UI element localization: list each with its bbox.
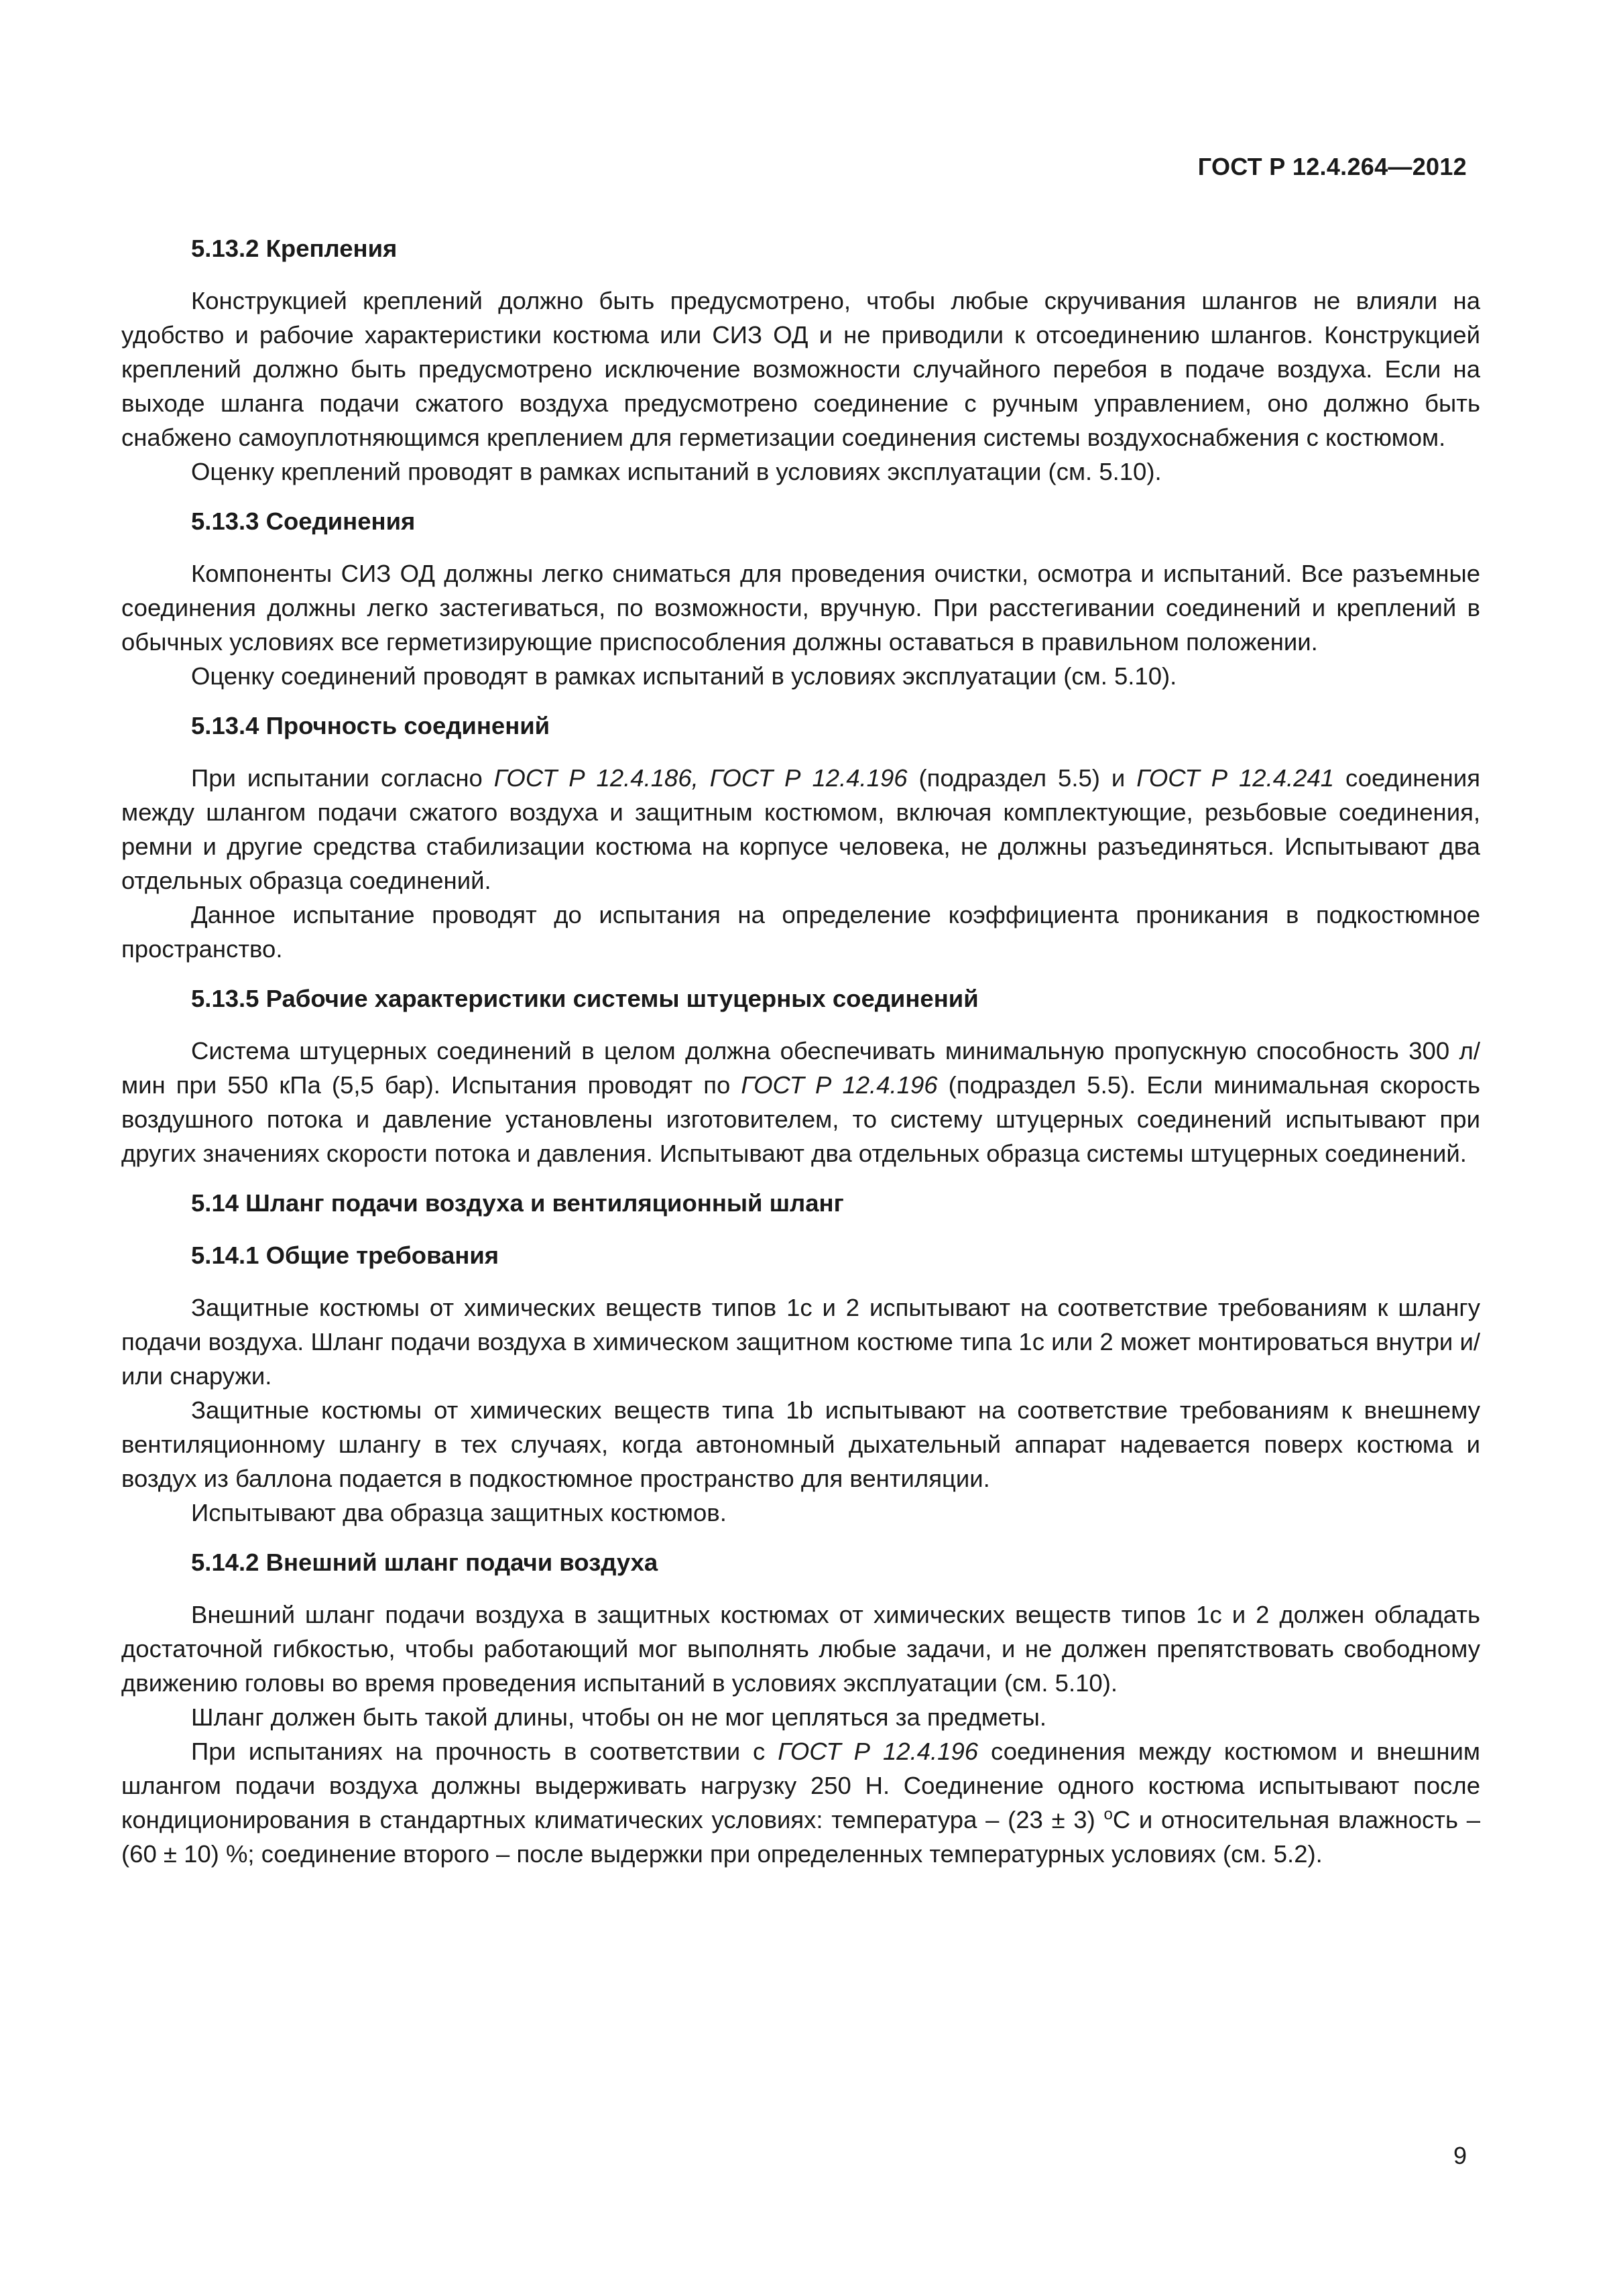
paragraph: Защитные костюмы от химических веществ типа 1b испытывают на соответствие требованиям к внешнему вентиляционному шлангу в тех случаях, когда автономный дыхательный аппарат надевается поверх костюма и воздух из баллона подается в подкостюмное пространство для вентиляции. [121, 1396, 1480, 1492]
paragraph: Оценку креплений проводят в рамках испытаний в условиях эксплуатации (см. 5.10). [191, 458, 1162, 485]
section-5-13-2 [121, 231, 1480, 489]
document-body [121, 231, 1480, 1886]
paragraph-text: (подраздел 5.5). Если минимальная скорость воздушного потока и давление установлены изготовителем, то систему штуцерных соединений испытывают при других значениях скорости потока и давления. Испытывают два отдельных образца системы штуцерных соединений. [121, 1071, 1480, 1167]
section-5-14 [121, 1186, 1480, 1220]
section-5-13-5 [121, 981, 1480, 1170]
section-heading: 5.13.4 Прочность соединений [191, 712, 550, 739]
section-5-14-2 [121, 1545, 1480, 1871]
paragraph-text: При испытаниях на прочность в соответствии с [191, 1738, 778, 1765]
standard-reference: ГОСТ Р 12.4.196 [778, 1738, 979, 1765]
section-heading: 5.13.3 Соединения [191, 507, 416, 535]
standard-reference: ГОСТ Р 12.4.241 [1136, 764, 1335, 792]
page-number: 9 [1453, 2142, 1467, 2169]
standard-reference: ГОСТ Р 12.4.186, ГОСТ Р 12.4.196 [493, 764, 908, 792]
paragraph-text: Система штуцерных соединений в целом должна обеспечивать минимальную пропускную способность 300 л/мин при 550 кПа (5,5 бар). Испытания проводят по [121, 1037, 1480, 1099]
paragraph-text: С и относительная влажность – (60 ± 10) %; соединение второго – после выдержки при определенных температурных условиях (см. 5.2). [121, 1806, 1480, 1868]
paragraph: Испытывают два образца защитных костюмов. [191, 1499, 727, 1526]
paragraph [121, 1034, 1480, 1170]
paragraph-text: (подраздел 5.5) и [907, 764, 1137, 792]
paragraph: Шланг должен быть такой длины, чтобы он не мог цепляться за предметы. [191, 1703, 1047, 1731]
section-heading: 5.14 Шланг подачи воздуха и вентиляционный шланг [191, 1189, 844, 1217]
paragraph-text: соединения между костюмом и внешним шлангом подачи воздуха должны выдерживать нагрузку 250 Н. Соединение одного костюма испытывают после кондиционирования в стандартных климатических условиях: температура – (23 ± 3) [121, 1738, 1480, 1833]
paragraph: Внешний шланг подачи воздуха в защитных костюмах от химических веществ типов 1с и 2 должен обладать достаточной гибкостью, чтобы работающий мог выполнять любые задачи, и не должен препятствовать свободному движению головы во время проведения испытаний в условиях эксплуатации (см. 5.10). [121, 1601, 1480, 1697]
section-heading: 5.13.2 Крепления [191, 235, 398, 262]
document-id: ГОСТ Р 12.4.264—2012 [1197, 153, 1467, 180]
section-5-13-3 [121, 504, 1480, 693]
section-5-14-1 [121, 1238, 1480, 1530]
degree-superscript: о [1103, 1805, 1113, 1823]
section-5-13-4 [121, 709, 1480, 966]
section-heading: 5.13.5 Рабочие характеристики системы штуцерных соединений [191, 985, 979, 1012]
section-heading: 5.14.1 Общие требования [191, 1242, 499, 1269]
paragraph-text: соединения между шлангом подачи сжатого воздуха и защитным костюмом, включая комплектующие, резьбовые соединения, ремни и другие средства стабилизации костюма на корпусе человека, не должны разъединяться. Испытывают два отдельных образца соединений. [121, 764, 1480, 894]
paragraph: Компоненты СИЗ ОД должны легко сниматься для проведения очистки, осмотра и испытаний. Все разъемные соединения должны легко застегиваться, по возможности, вручную. При расстегивании соединений и креплений в обычных условиях все герметизирующие приспособления должны оставаться в правильном положении. [121, 560, 1480, 656]
paragraph [121, 761, 1480, 898]
section-heading: 5.14.2 Внешний шланг подачи воздуха [191, 1549, 658, 1576]
standard-reference: ГОСТ Р 12.4.196 [741, 1071, 938, 1099]
paragraph: Данное испытание проводят до испытания на определение коэффициента проникания в подкостюмное пространство. [121, 901, 1480, 963]
paragraph: Защитные костюмы от химических веществ типов 1с и 2 испытывают на соответствие требованиям к шлангу подачи воздуха. Шланг подачи воздуха в химическом защитном костюме типа 1с или 2 может монтироваться внутри и/или снаружи. [121, 1294, 1480, 1390]
paragraph-text: При испытании согласно [191, 764, 494, 792]
paragraph: Оценку соединений проводят в рамках испытаний в условиях эксплуатации (см. 5.10). [191, 662, 1177, 690]
paragraph: Конструкцией креплений должно быть предусмотрено, чтобы любые скручивания шлангов не влияли на удобство и рабочие характеристики костюма или СИЗ ОД и не приводили к отсоединению шлангов. Конструкцией креплений должно быть предусмотрено исключение возможности случайного перебоя в подаче воздуха. Если на выходе шланга подачи сжатого воздуха предусмотрено соединение с ручным управлением, оно должно быть снабжено самоуплотняющимся креплением для герметизации соединения системы воздухоснабжения с костюмом. [121, 287, 1480, 451]
paragraph [121, 1734, 1480, 1871]
